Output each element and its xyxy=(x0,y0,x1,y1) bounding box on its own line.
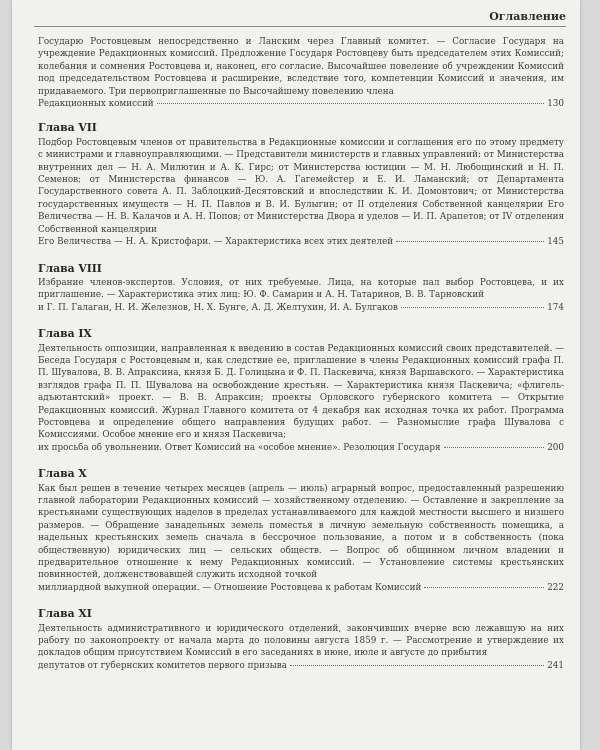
toc-entry-text: Деятельность оппозиции, направленная к введению в состав Редакционных комиссий своих представителей. — Беседа Государя с Ростовцевым и, как следствие ее, приглашение в члены Редакционных комиссий графа П. П. Шувалова, В. В. Апраксина, князя Б. Д. Голицына и Ф. П. Паскевича, князя Варшавского. — Характеристика взглядов графа П. П. Шувалова на освобождение крестьян. — Характеристика князя Паскевича; «флигель-адъютантский» проект. — В. В. Апраксин; проекты Орловского губернского комитета — Открытие Редакционных комиссий. Журнал Главного комитета от 4 декабря как исходная точка их работ. Программа Ростовцева и определение общего направления будущих работ. — Разномыслие графа Шувалова с Комиссиями. Особое мнение его и князя Паскевича; xyxy=(38,343,564,441)
toc-entry-last-line: депутатов от губернских комитетов первого призыва xyxy=(38,660,287,671)
toc-entry-chapter-8 xyxy=(38,263,564,315)
chapter-title: Глава XI xyxy=(38,607,92,621)
book-page xyxy=(12,0,580,750)
toc-entry-leader-line xyxy=(38,302,564,314)
dot-leader xyxy=(396,241,544,242)
toc-entry-text: Государю Ростовцевым непосредственно и Ланским через Главный комитет. — Согласие Государя на учреждение Редакционных комиссий. Предложение Государя Ростовцеву быть председателем этих Комиссий; колебания и сомнения Ростовцева и, наконец, его согласие. Высочайшее повеление об учреждении Комиссий под председательством Ростовцева и расширение, вследствие того, компетенции Комиссий и значения, им придаваемого. Три первоприглашенные по Высочайшему повелению члена xyxy=(38,37,564,97)
toc-page-number: 200 xyxy=(547,442,564,453)
toc-entry-chapter-6-continued xyxy=(38,36,564,110)
toc-page-number: 241 xyxy=(547,660,564,671)
dot-leader xyxy=(444,447,545,448)
toc-entry-text: Деятельность административного и юридического отделений, закончивших вчерне всю лежавшую на них работу по законопроекту от начала марта до половины августа 1859 г. — Рассмотрение и утверждение их докладов общим присутствием Комиссий в его заседаниях в июне, июле и августе до прибытия xyxy=(38,623,564,659)
toc-entry-text: Избрание членов-экспертов. Условия, от них требуемые. Лица, на которые пал выбор Ростовцева, и их приглашение. — Характеристика этих лиц: Ю. Ф. Самарин и А. Н. Татаринов, В. В. Тарновский xyxy=(38,277,564,301)
page-header xyxy=(34,10,566,27)
chapter-title: Глава VIII xyxy=(38,261,102,275)
toc-page-number: 130 xyxy=(547,99,564,110)
toc-entry-leader-line xyxy=(38,582,564,594)
toc-entry-last-line: Редакционных комиссий xyxy=(38,99,154,110)
dot-leader xyxy=(424,587,544,588)
dot-leader xyxy=(157,103,545,104)
chapter-title: Глава VII xyxy=(38,121,97,135)
toc-entry-last-line: Его Величества — Н. А. Кристофари. — Характеристика всех этих деятелей xyxy=(38,237,394,248)
dot-leader xyxy=(290,665,544,666)
toc-entry-leader-line xyxy=(38,236,564,248)
table-of-contents xyxy=(38,36,564,686)
toc-entry-leader-line xyxy=(38,442,564,454)
chapter-title: Глава X xyxy=(38,467,87,481)
toc-page-number: 174 xyxy=(547,302,564,313)
toc-entry-leader-line xyxy=(38,660,564,672)
toc-entry-text: Подбор Ростовцевым членов от правительства в Редакционные комиссии и соглашения его по этому предмету с министрами и главноуправляющими. — Представители министерств и главных управлений: от Министерства внутренних дел — Н. А. Милютин и А. К. Гирс; от Министерства юстиции — М. Н. Любощинский и Н. П. Семенов; от Министерства финансов — Ю. А. Гагемейстер и Е. И. Ламанский; от Департамента Государственного совета А. П. Заблоцкий-Десятовский и впоследствии К. И. Домонтович; от Министерства государственных имуществ — Н. П. Павлов и В. И. Булыгин; от II отделения Собственной канцелярии Его Величества — Н. В. Калачов и А. Н. Попов; от Министерства Двора и уделов — И. П. Арапетов; от IV отделения Собственной канцелярии xyxy=(38,137,564,235)
toc-page-number: 222 xyxy=(547,582,564,593)
toc-entry-last-line: и Г. П. Галаган, Н. И. Железнов, Н. Х. Бунге, А. Д. Желтухин, И. А. Булгаков xyxy=(38,302,398,313)
chapter-title: Глава IX xyxy=(38,327,92,341)
toc-entry-chapter-7 xyxy=(38,122,564,248)
page-header-title: Оглавление xyxy=(489,10,566,23)
toc-entry-chapter-9 xyxy=(38,328,564,454)
dot-leader xyxy=(401,307,544,308)
toc-entry-leader-line xyxy=(38,98,564,110)
toc-entry-text: Как был решен в течение четырех месяцев (апрель — июль) аграрный вопрос, предоставленный разрешению главной лаборатории Редакционных комиссий — хозяйственному отделению. — Оставление и закрепление за крестьянами существующих наделов в пределах устанавливаемого для каждой местности высшего и низшего размеров. — Обращение занадельных земель поместья в личную земельную собственность помещика, а надельных крестьянских земель сначала в бессрочное пользование, а потом и в собственность (пока общественную) юридических лиц — сельских обществ. — Вопрос об общинном личном владении и предварительное отношение к нему Редакционных комиссий. — Установление системы крестьянских повинностей, долженствовавшей служить исходной точкой xyxy=(38,483,564,581)
toc-entry-chapter-10 xyxy=(38,468,564,594)
toc-entry-chapter-11 xyxy=(38,608,564,672)
toc-entry-last-line: миллиардной выкупной операции. — Отношение Ростовцева к работам Комиссий xyxy=(38,582,422,593)
toc-page-number: 145 xyxy=(547,237,564,248)
toc-entry-last-line: их просьба об увольнении. Ответ Комиссий на «особое мнение». Резолюция Государя xyxy=(38,442,441,453)
